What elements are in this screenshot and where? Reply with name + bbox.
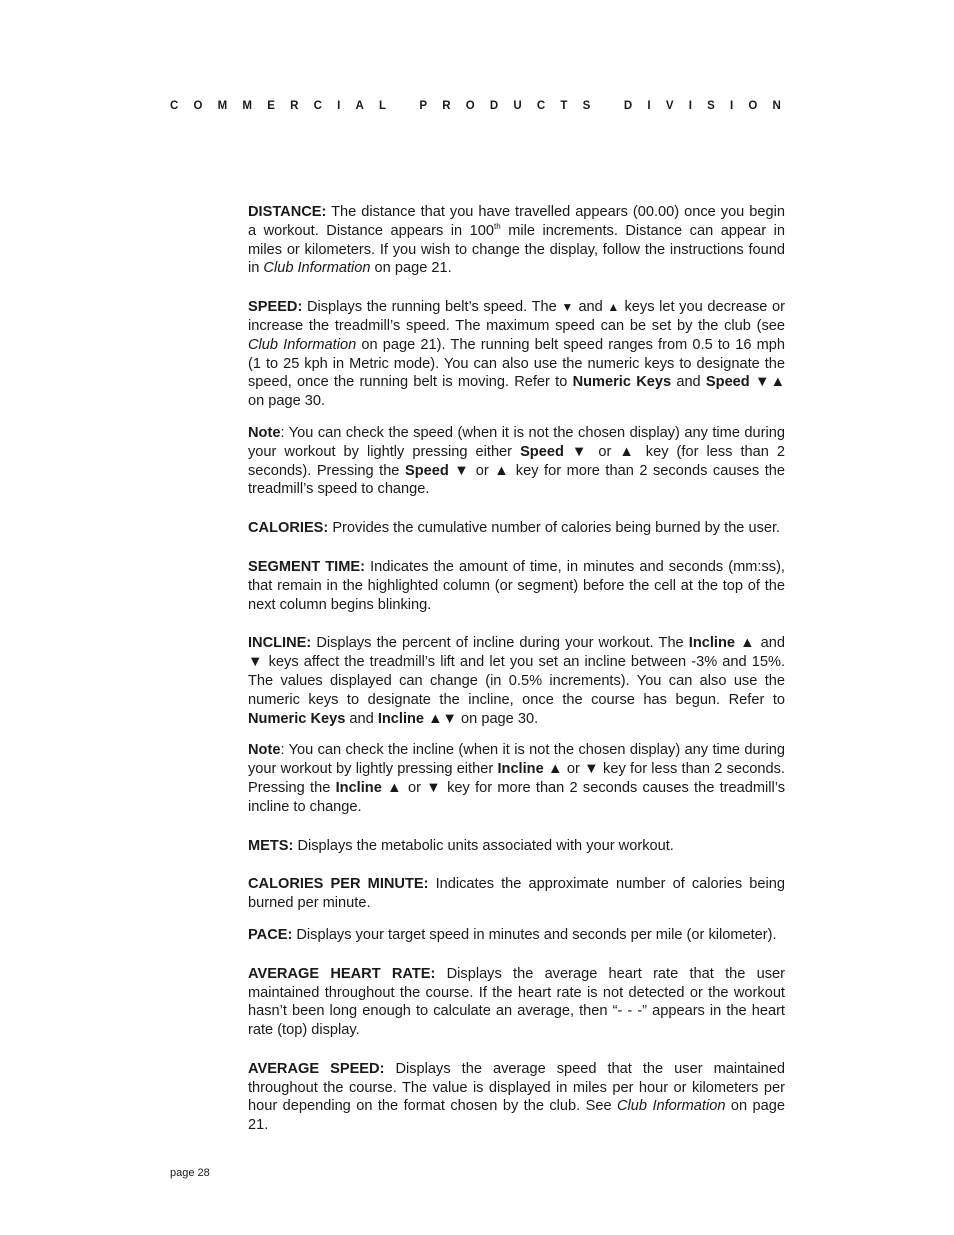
average-speed-text: on page 21. [248, 1098, 786, 1134]
speed-key-reference: Speed [404, 462, 449, 479]
speed-text: keys let you decrease or increase the treadmill’s speed. The maximum speed can be set by the club (see [248, 299, 785, 334]
note-text: ▼ or ▲ key (for less than 2 seconds). Pressing the [248, 443, 785, 479]
incline-paragraph [248, 634, 785, 728]
average-speed-paragraph [248, 1060, 785, 1135]
average-heart-rate-paragraph [248, 965, 785, 1040]
incline-text: on page 30. [456, 710, 539, 727]
speed-label: SPEED: [248, 299, 303, 316]
distance-paragraph [248, 203, 785, 278]
speed-text: on page 21). The running belt speed ranges from 0.5 to 16 mph (1 to 25 kph in Metric mode). You can also use the numeric keys to designate the speed, once the running belt is moving. Refer to [248, 336, 786, 391]
club-information-reference: Club Information [248, 336, 357, 353]
incline-label: INCLINE: [248, 635, 312, 652]
distance-text: on page 21. [370, 260, 452, 277]
incline-key-reference: Incline [335, 779, 382, 796]
incline-text: ▲ and ▼ keys affect the treadmill’s lift and let you set an incline between -3% and 15%. The values displayed can change (in 0.5% increments). You can also use the numeric keys to designate the incline, once the course has begun. Refer to [248, 635, 785, 708]
distance-text: mile increments. Distance can appear in miles or kilometers. If you wish to change the display, follow the instructions found in [248, 222, 785, 277]
speed-text: Displays the running belt’s speed. The [302, 299, 562, 316]
numeric-keys-reference: Numeric Keys [248, 710, 346, 727]
speed-paragraph [248, 298, 785, 411]
speed-text: and [573, 299, 608, 316]
page-number: page 28 [170, 1167, 210, 1179]
calories-paragraph [248, 519, 785, 538]
division-header: COMMERCIAL PRODUCTS DIVISION [170, 100, 797, 112]
speed-text: on page 30. [248, 393, 326, 410]
main-content [248, 203, 785, 1135]
calories-per-minute-paragraph [248, 875, 785, 913]
ordinal-suffix: th [494, 221, 501, 231]
distance-label: DISTANCE: [248, 204, 327, 220]
incline-text: and [345, 710, 378, 727]
calories-per-minute-label: CALORIES PER MINUTE: [248, 876, 429, 893]
note-label: Note [248, 424, 281, 441]
average-heart-rate-text: Displays the average heart rate that the user maintained throughout the course. If the heart rate is not detected or the workout hasn’t been long enough to calculate an average, then “- - -” appears in the heart rate (top) display. [248, 965, 786, 1039]
note-label: Note [248, 742, 281, 759]
incline-note-paragraph [248, 741, 785, 816]
pace-paragraph [248, 926, 785, 945]
segment-time-paragraph [248, 558, 785, 614]
average-speed-label: AVERAGE SPEED: [248, 1060, 385, 1077]
down-arrow-icon: ▼ [561, 300, 574, 315]
speed-keys-reference: Speed ▼▲ [705, 374, 786, 391]
note-text: : You can check the incline (when it is not the chosen display) any time during your workout by lightly pressing either [248, 742, 785, 778]
incline-text: Displays the percent of incline during your workout. The [311, 635, 689, 652]
mets-paragraph [248, 837, 785, 856]
club-information-reference: Club Information [617, 1098, 726, 1115]
up-arrow-icon: ▲ [607, 300, 620, 315]
segment-time-label: SEGMENT TIME: [248, 558, 365, 575]
pace-text: Displays your target speed in minutes and seconds per mile (or kilometer). [292, 926, 777, 943]
mets-label: METS: [248, 837, 294, 854]
average-heart-rate-label: AVERAGE HEART RATE: [248, 965, 436, 982]
numeric-keys-reference: Numeric Keys [572, 374, 672, 391]
distance-text: The distance that you have travelled appears (00.00) once you begin a workout. Distance appears in 100 [248, 204, 785, 239]
speed-key-reference: Speed [520, 443, 564, 460]
incline-key-reference: Incline [497, 761, 544, 778]
calories-text: Provides the cumulative number of calories being burned by the user. [328, 520, 781, 537]
note-text: ▲ or ▼ key for less than 2 seconds. Pressing the [248, 761, 785, 796]
speed-text: and [671, 374, 706, 391]
pace-label: PACE: [248, 926, 293, 943]
segment-time-text: Indicates the amount of time, in minutes and seconds (mm:ss), that remain in the highlighted column (or segment) before the cell at the top of the next column begins blinking. [248, 558, 785, 613]
club-information-reference: Club Information [263, 260, 371, 277]
calories-label: CALORIES: [248, 520, 329, 537]
speed-note-paragraph [248, 424, 785, 499]
note-text: : You can check the speed (when it is not the chosen display) any time during your workout by lightly pressing either [248, 424, 785, 460]
incline-keys-reference: Incline ▲▼ [377, 710, 457, 727]
note-text: ▼ or ▲ key for more than 2 seconds causes the treadmill’s speed to change. [248, 462, 785, 498]
average-speed-text: Displays the average speed that the user maintained throughout the course. The value is displayed in miles per hour or kilometers per hour depending on the format chosen by the club. See [248, 1060, 785, 1115]
incline-key-reference: Incline [688, 635, 735, 652]
note-text: ▲ or ▼ key for more than 2 seconds causes the treadmill’s incline to change. [248, 779, 785, 815]
calories-per-minute-text: Indicates the approximate number of calories being burned per minute. [248, 876, 785, 912]
mets-text: Displays the metabolic units associated with your workout. [293, 837, 674, 854]
